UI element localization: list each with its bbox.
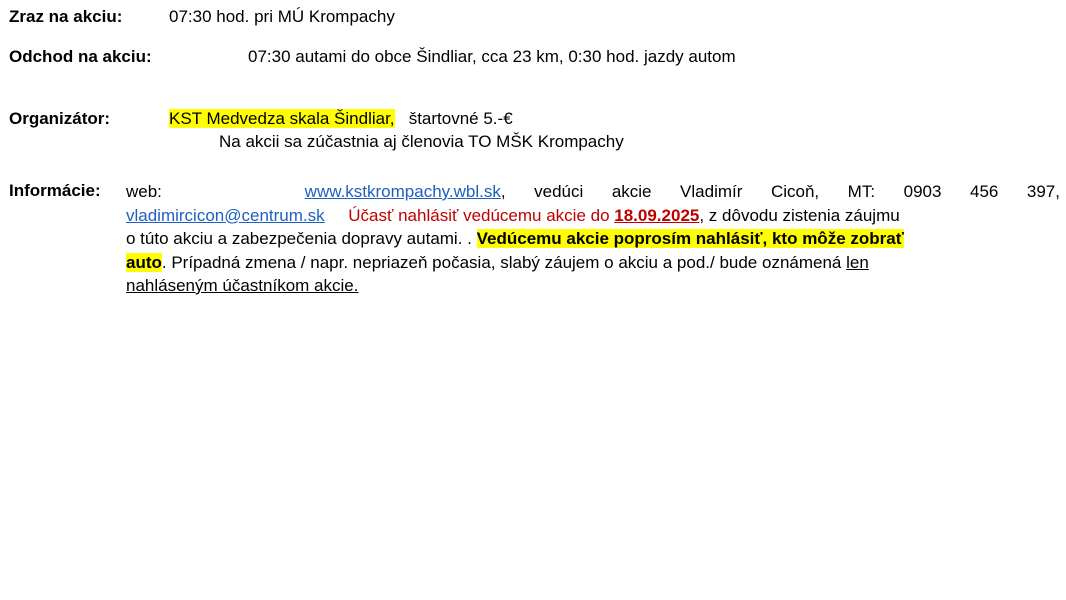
web-link[interactable]: www.kstkrompachy.wbl.sk	[304, 182, 501, 201]
zraz-label: Zraz na akciu:	[9, 7, 123, 26]
informacie-label: Informácie:	[9, 181, 101, 200]
informacie-text	[126, 180, 1060, 298]
reason-text: , z dôvodu zistenia záujmu	[699, 205, 900, 225]
info-line-5	[126, 274, 1060, 298]
info-line-3	[126, 227, 1060, 251]
starting-fee: štartovné 5.-€	[408, 109, 513, 128]
organizator-line	[169, 108, 513, 130]
info-line-4	[126, 251, 1060, 275]
organizer-name: KST Medvedza skala Šindliar,	[169, 109, 395, 128]
deadline-text: Účasť nahlásiť vedúcemu akcie do	[348, 205, 615, 225]
line4-underlined: len	[846, 252, 869, 272]
info-line-2	[126, 204, 1060, 228]
deadline-date: 18.09.2025	[614, 205, 700, 225]
line3-text: o túto akciu a zabezpečenia dopravy autami. .	[126, 229, 477, 248]
web-prefix: web:	[126, 182, 162, 201]
line5-underlined: nahláseným účastníkom akcie.	[126, 276, 359, 295]
email-link[interactable]: vladimircicon@centrum.sk	[126, 205, 325, 225]
organizator-note: Na akcii sa zúčastnia aj členovia TO MŠK Krompachy	[219, 132, 624, 151]
line4-text: . Prípadná zmena / napr. nepriazeň počasia, slabý záujem o akciu a pod./ bude oznámená	[161, 252, 847, 272]
leader-text: , vedúci akcie Vladimír Cicoň, MT: 0903 456 397,	[500, 182, 1060, 201]
organizator-label: Organizátor:	[9, 109, 111, 128]
odchod-label: Odchod na akciu:	[9, 47, 152, 66]
info-line-1	[126, 180, 1060, 204]
car-request-2: auto	[126, 252, 162, 272]
zraz-value: 07:30 hod. pri MÚ Krompachy	[169, 7, 395, 26]
car-request-1: Vedúcemu akcie poprosím nahlásiť, kto môže zobrať	[476, 229, 904, 248]
odchod-value: 07:30 autami do obce Šindliar, cca 23 km, 0:30 hod. jazdy autom	[248, 47, 736, 66]
